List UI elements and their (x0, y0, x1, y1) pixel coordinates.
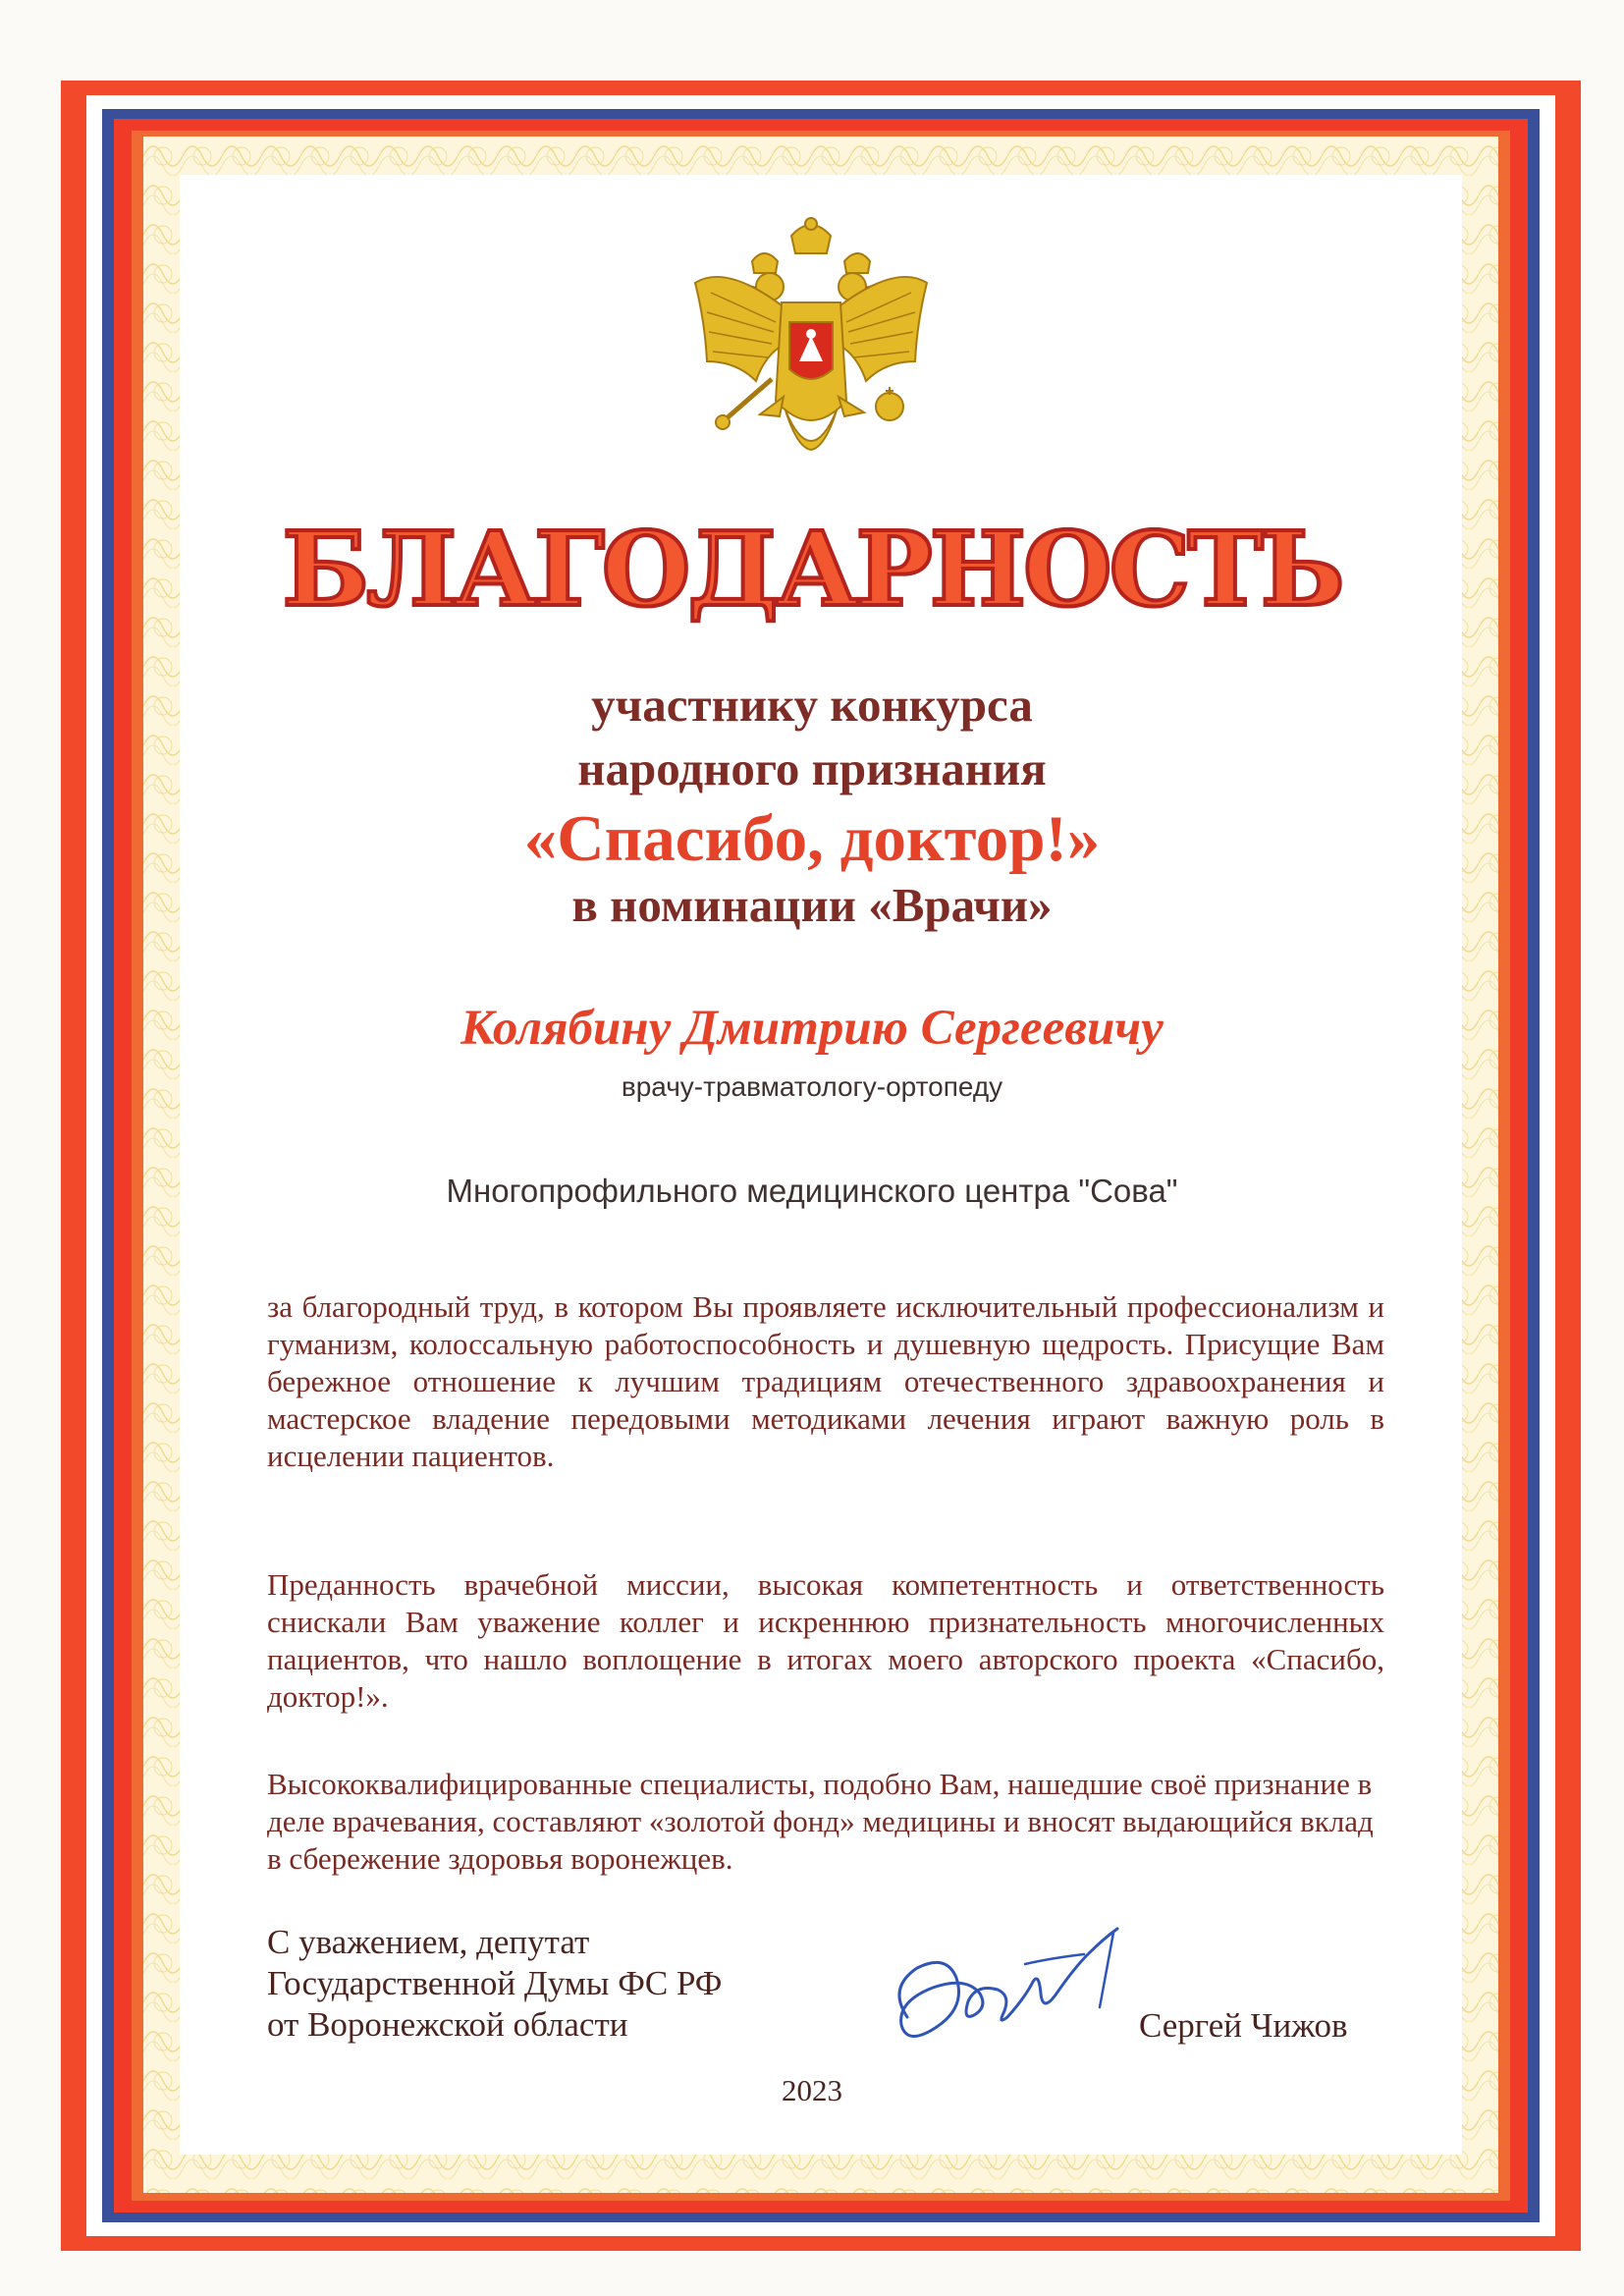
signer-name: Сергей Чижов (1139, 2006, 1348, 2045)
coat-of-arms-icon (687, 214, 935, 471)
subtitle-line-1: участнику конкурса (591, 678, 1033, 732)
document-year: 2023 (782, 2073, 842, 2107)
document-title: БЛАГОДАРНОСТЬ (282, 509, 1342, 629)
recipient-position: врачу-травматологу-ортопеду (621, 1071, 1003, 1102)
handwritten-signature-icon (878, 1899, 1172, 2056)
body-paragraph-3: Высококвалифицированные специалисты, подобно Вам, нашедшие своё признание в деле врачевания, составляют «золотой фонд» медицины и вносят выдающийся вклад в сбережение здоровья воронежцев. (267, 1767, 1374, 1876)
body-paragraph-1: за благородный труд, в котором Вы проявляете исключительный профессионализм и гуманизм, колоссальную работоспособность и душевную щедрость. Присущие Вам бережное отношение к лучшим традициям отечественного здравоохранения и мастерское владение передовыми методиками лечения играют важную роль в исцелении пациентов. (267, 1289, 1384, 1473)
closing-line-3: от Воронежской области (267, 2005, 628, 2044)
closing-line-1: С уважением, депутат (267, 1923, 590, 1961)
subtitle-line-2: народного признания (577, 741, 1047, 795)
recipient-name: Колябину Дмитрию Сергеевичу (460, 1001, 1164, 1056)
body-paragraph-2: Преданность врачебной миссии, высокая компетентность и ответственность снискали Вам уважение коллег и искреннюю признательность многочисленных пациентов, что нашло воплощение в итогах моего авторского проекта «Спасибо, доктор!». (267, 1567, 1384, 1714)
closing-block (267, 1922, 722, 2046)
closing-line-2: Государственной Думы ФС РФ (267, 1964, 723, 2002)
contest-name: «Спасибо, доктор!» (523, 802, 1101, 875)
organization-name: Многопрофильного медицинского центра "Сова" (446, 1173, 1178, 1209)
nomination: в номинации «Врачи» (571, 878, 1053, 932)
